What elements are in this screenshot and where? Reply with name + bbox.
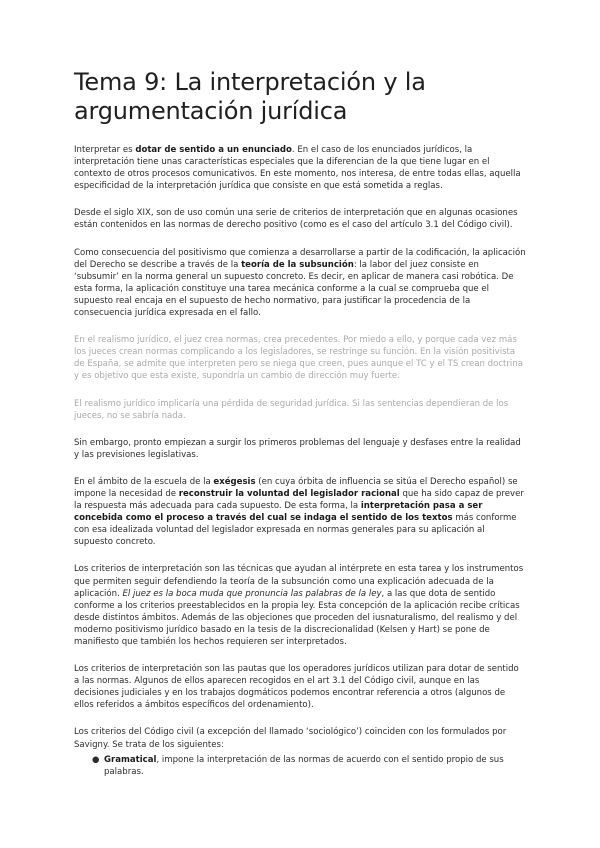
paragraph-definition: Interpretar es dotar de sentido a un enunciado. En el caso de los enunciados jurídicos, la interpretación tiene unas características especiales que la diferencian de la que tiene lugar en el contexto de otros procesos comunicativos. En este momento, nos interesa, de entre todas ellas, aquella especificidad de la interpretación jurídica que consiste en que está sometida a reglas. <box>74 145 521 192</box>
bullet-icon: ● <box>92 754 100 765</box>
paragraph-interpretation-criteria: Los criterios de interpretación son las técnicas que ayudan al intérprete en esta tarea y los instrumentos que permiten seguir defendiendo la teoría de la subsunción como una explicación adecuada de la aplicación. El juez es la boca muda que pronuncia las palabras de la ley, a las que dota de sentido conforme a los criterios preestablecidos en la propia ley. Esta concepción de la aplicación recibe críticas desde distintos ámbitos. Además de las objeciones que proceden del iusnaturalismo, del realismo y del moderno positivismo jurídico basado en la tesis de la discrecionalidad (Kelsen y Hart) se pone de manifiesto que también los hechos requieren ser interpretados. <box>74 564 524 647</box>
page-title: Tema 9: La interpretación y la argumentación jurídica <box>74 68 426 125</box>
list-item: ● Gramatical, impone la interpretación de las normas de acuerdo con el sentido propio de sus palabras. <box>92 754 504 777</box>
bold-term: exégesis <box>213 476 256 487</box>
paragraph-exegesis: En el ámbito de la escuela de la exégesis (en cuya órbita de influencia se sitúa el Derecho español) se impone la necesidad de reconstruir la voluntad del legislador racional que ha sido capaz de prever la respuesta más adecuada para cada supuesto. De esta forma, la interpretación pasa a ser concebida como el proceso a través del cual se indaga el sentido de los textos más conforme con esa idealizada voluntad del legislador expresada en normas generales para su aplicación al supuesto concreto. <box>74 476 524 548</box>
paragraph-subsumption: Como consecuencia del positivismo que comienza a desarrollarse a partir de la codificación, la aplicación del Derecho se describe a través de la teoría de la subsunción: la labor del juez consiste en ‘subsumir’ en la norma general un supuesto concreto. Es decir, en aplicar de manera casi robótica. De esta forma, la aplicación constituye una tarea mecánica conforme a la cual se comprueba que el supuesto real encaja en el supuesto de hecho normativo, para justificar la procedencia de la consecuencia jurídica expresada en el fallo. <box>74 247 526 319</box>
paragraph-language-problems: Sin embargo, pronto empiezan a surgir los primeros problemas del lenguaje y desfases entre la realidad y las previsiones legislativas. <box>74 437 521 460</box>
paragraph-criteria-guidelines: Los criterios de interpretación son las pautas que los operadores jurídicos utilizan para dotar de sentido a las normas. Algunos de ellos aparecen recogidos en el art 3.1 del Código civil, aunque en las decisiones judiciales y en los trabajos dogmáticos podemos encontrar referencia a otros (algunos de ellos referidos a ámbitos específicos del ordenamiento). <box>74 664 519 711</box>
criteria-list <box>74 754 526 778</box>
bold-term: reconstruir la voluntad del legislador racional <box>178 488 400 499</box>
paragraph-criteria-history: Desde el siglo XIX, son de uso común una serie de criterios de interpretación que en algunas ocasiones están contenidos en las normas de derecho positivo (como es el caso del artículo 3.1 del Código civil). <box>74 208 518 231</box>
bold-term: dotar de sentido a un enunciado <box>135 145 292 155</box>
paragraph-legal-certainty-muted: El realismo jurídico implicaría una pérdida de seguridad jurídica. Si las sentencias dependieran de los jueces, no se sabría nada. <box>74 398 509 421</box>
bold-term: interpretación pasa a ser concebida como el proceso a través del cual se indaga el sentido de los textos <box>74 501 483 524</box>
italic-quote: El juez es la boca muda que pronuncia las palabras de la ley <box>122 588 382 599</box>
paragraph-savigny: Los criterios del Código civil (a excepción del llamado ‘sociológico’) coinciden con los formulados por Savigny. Se trata de los siguientes: <box>74 727 507 750</box>
paragraph-realism-muted: En el realismo jurídico, el juez crea normas, crea precedentes. Por miedo a ello, y porque cada vez más los jueces crean normas complicando a los legisladores, se restringe su función. En la visión positivista de España, se admite que interpreten pero se niega que creen, pues aunque el TC y el TS crean doctrina y es objetivo que esta existe, supondría un cambio de dirección muy fuerte. <box>74 335 523 382</box>
bold-term: teoría de la subsunción <box>241 259 354 270</box>
bold-term: Gramatical <box>104 754 157 765</box>
